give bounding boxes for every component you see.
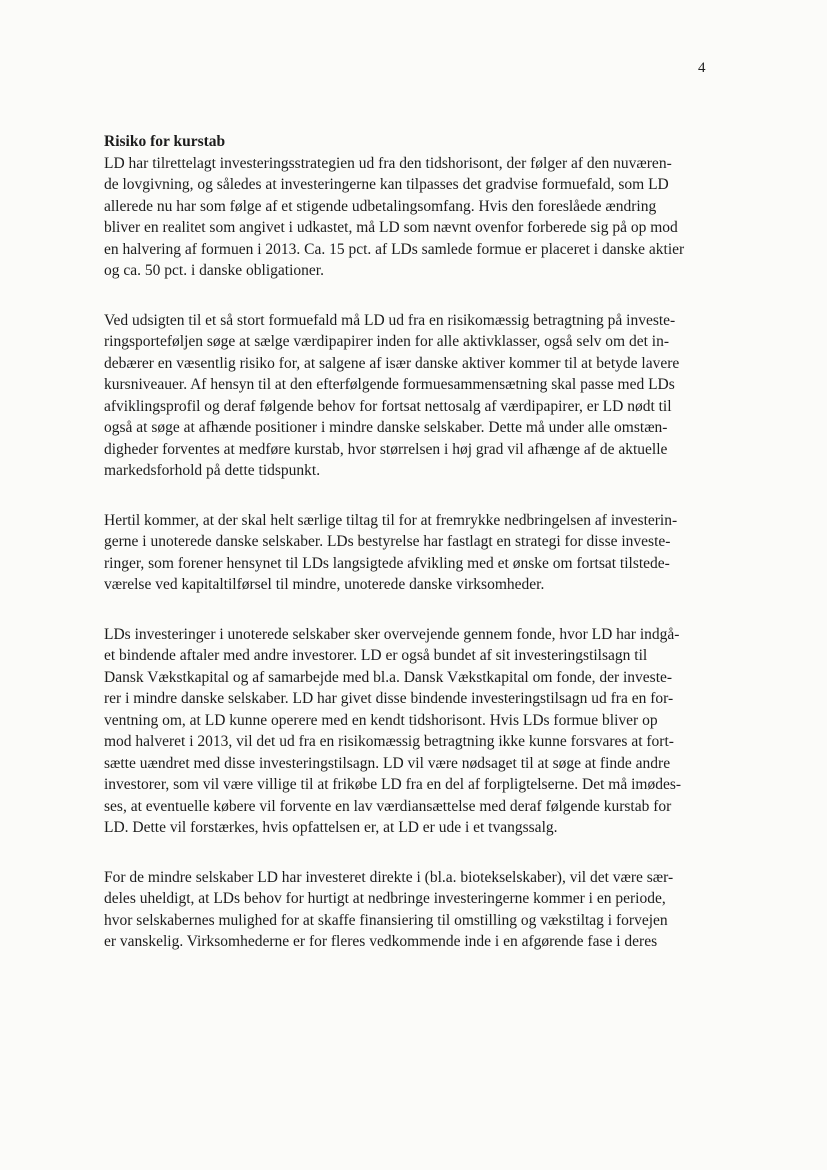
- paragraph-line: markedsforhold på dette tidspunkt.: [104, 462, 321, 479]
- page-number: 4: [698, 60, 706, 76]
- section-heading: Risiko for kurstab: [104, 133, 226, 150]
- paragraph-line: en halvering af formuen i 2013. Ca. 15 pct. af LDs samlede formue er placeret i danske aktier: [104, 240, 685, 258]
- paragraph-line: mod halveret i 2013, vil det ud fra en risikomæssig betragtning ikke kunne forsvares at fort-: [104, 733, 674, 750]
- paragraph-line: bliver en realitet som angivet i udkastet, må LD som nævnt ovenfor forberede sig på op mod: [104, 219, 678, 236]
- paragraph: [104, 510, 704, 596]
- paragraph-line: gerne i unoterede danske selskaber. LDs bestyrelse har fastlagt en strategi for disse investe-: [104, 533, 671, 550]
- paragraph-line: og ca. 50 pct. i danske obligationer.: [104, 262, 324, 279]
- paragraph-line: værelse ved kapitaltilførsel til mindre, unoterede danske virksomheder.: [104, 576, 545, 593]
- paragraph: [104, 867, 704, 953]
- paragraph-line: Hertil kommer, at der skal helt særlige tiltag til for at fremrykke nedbringelsen af investerin-: [104, 511, 678, 529]
- paragraph: [104, 153, 704, 282]
- paragraph-line: rer i mindre danske selskaber. LD har givet disse bindende investeringstilsagn ud fra en for-: [104, 690, 674, 707]
- paragraph-line: deles uheldigt, at LDs behov for hurtigt at nedbringe investeringerne kommer i en periode,: [104, 890, 666, 907]
- paragraph-line: debærer en væsentlig risiko for, at salgene af især danske aktiver kommer til at betyde lavere: [104, 354, 680, 372]
- paragraph-line: er vanskelig. Virksomhederne er for fleres vedkommende inde i en afgørende fase i deres: [104, 933, 658, 950]
- paragraph: [104, 624, 704, 839]
- paragraph-line: et bindende aftaler med andre investorer. LD er også bundet af sit investeringstilsagn til: [104, 647, 648, 664]
- paragraph: [104, 310, 704, 482]
- paragraph-list: [104, 153, 704, 953]
- paragraph-line: ses, at eventuelle købere vil forvente en lav værdiansættelse med deraf følgende kurstab for: [104, 797, 672, 815]
- paragraph-line: hvor selskabernes mulighed for at skaffe finansiering til omstilling og vækstiltag i forvejen: [104, 911, 668, 929]
- document-body: [104, 131, 704, 981]
- paragraph-line: kursniveauer. Af hensyn til at den efterfølgende formuesammensætning skal passe med LDs: [104, 376, 675, 393]
- paragraph-line: Ved udsigten til et så stort formuefald må LD ud fra en risikomæssig betragtning på investe-: [104, 311, 676, 329]
- paragraph-line: LD. Dette vil forstærkes, hvis opfattelsen er, at LD er ude i et tvangssalg.: [104, 819, 558, 836]
- paragraph-line: de lovgivning, og således at investeringerne kan tilpasses det gradvise formuefald, som LD: [104, 176, 669, 193]
- paragraph-line: LDs investeringer i unoterede selskaber sker overvejende gennem fonde, hvor LD har indgå-: [104, 625, 680, 643]
- paragraph-line: LD har tilrettelagt investeringsstrategien ud fra den tidshorisont, der følger af den nuværen-: [104, 154, 672, 172]
- paragraph-line: afviklingsprofil og deraf følgende behov for fortsat nettosalg af værdipapirer, er LD nødt til: [104, 397, 672, 415]
- paragraph-line: ringer, som forener hensynet til LDs langsigtede afvikling med et ønske om fortsat tilstede-: [104, 554, 670, 572]
- paragraph-line: ventning om, at LD kunne operere med en kendt tidshorisont. Hvis LDs formue bliver op: [104, 711, 658, 729]
- paragraph-line: For de mindre selskaber LD har investeret direkte i (bl.a. biotekselskaber), vil det være sær-: [104, 868, 674, 886]
- paragraph-line: Dansk Vækstkapital og af samarbejde med bl.a. Dansk Vækstkapital om fonde, der investe-: [104, 668, 673, 686]
- paragraph-line: ringsporteføljen søge at sælge værdipapirer inden for alle aktivklasser, også selv om det in-: [104, 333, 669, 350]
- paragraph-line: investorer, som vil være villige til at frikøbe LD fra en del af forpligtelserne. Det må imødes-: [104, 776, 682, 793]
- paragraph-line: også at søge at afhænde positioner i mindre danske selskaber. Dette må under alle omstæn-: [104, 419, 668, 436]
- paragraph-line: sætte uændret med disse investeringstilsagn. LD vil være nødsaget til at søge at finde andre: [104, 754, 671, 772]
- paragraph-line: digheder forventes at medføre kurstab, hvor størrelsen i høj grad vil afhænge af de aktuelle: [104, 440, 668, 458]
- paragraph-line: allerede nu har som følge af et stigende udbetalingsomfang. Hvis den foreslåede ændring: [104, 197, 657, 215]
